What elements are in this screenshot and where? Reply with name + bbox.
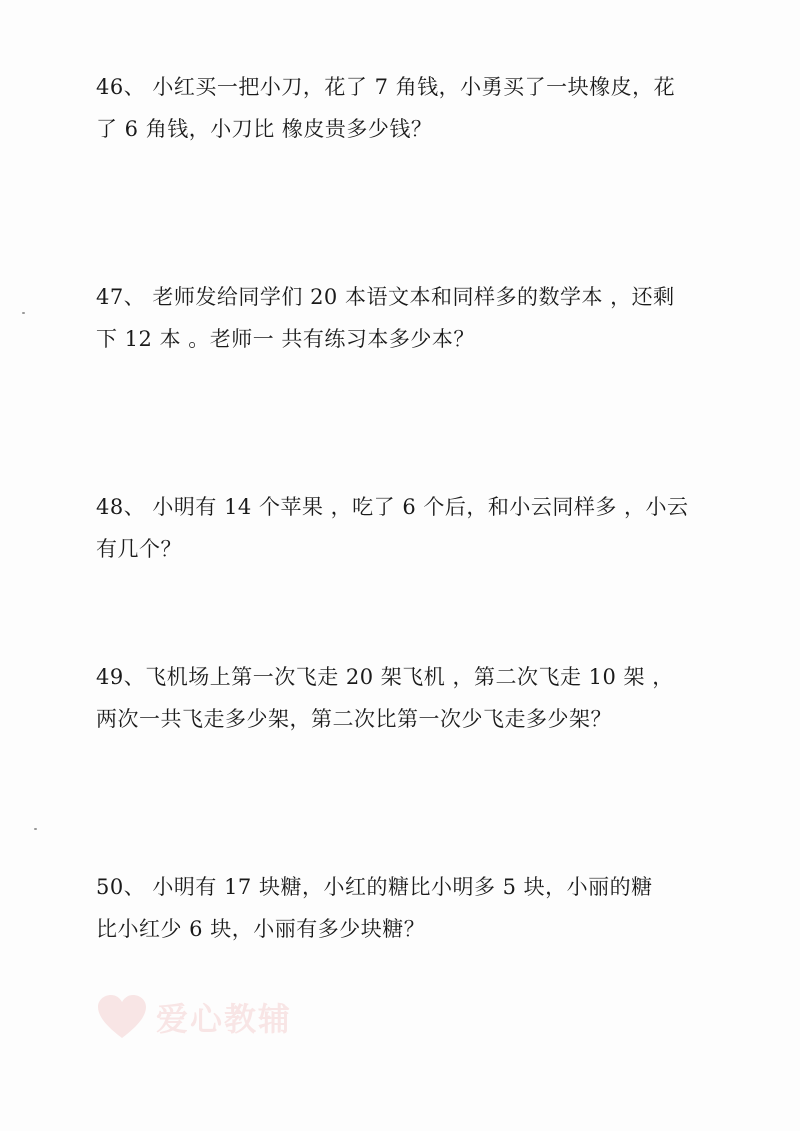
- problem-46-line-2: 了 6 角钱，小刀比 橡皮贵多少钱？: [96, 117, 433, 141]
- heart-icon: [96, 994, 148, 1040]
- scan-speck: [22, 312, 25, 314]
- problem-48: [96, 486, 756, 570]
- scan-speck: [34, 828, 37, 830]
- problem-47-line-2: 下 12 本 。老师一 共有练习本多少本？: [96, 327, 475, 351]
- problem-46: [96, 66, 756, 150]
- watermark: [96, 992, 292, 1042]
- problem-47-line-1: 47、 老师发给同学们 20 本语文本和同样多的数学本 ，还剩: [96, 285, 675, 309]
- problem-49-line-2: 两次一共飞走多少架，第二次比第一次少飞走多少架？: [96, 707, 612, 731]
- problem-50-line-1: 50、 小明有 17 块糖，小红的糖比小明多 5 块，小丽的糖: [96, 875, 653, 899]
- problem-47: [96, 276, 756, 360]
- problem-49-line-1: 49、飞机场上第一次飞走 20 架飞机 ，第二次飞走 10 架 ，: [96, 665, 674, 689]
- problem-48-line-1: 48、 小明有 14 个苹果 ，吃了 6 个后，和小云同样多 ，小云: [96, 495, 689, 519]
- problem-48-line-2: 有几个？: [96, 537, 182, 561]
- problem-49: [96, 656, 756, 740]
- problem-46-line-1: 46、 小红买一把小刀，花了 7 角钱，小勇买了一块橡皮，花: [96, 75, 676, 99]
- watermark-text: 爱心教辅: [156, 1000, 293, 1038]
- problem-50: [96, 866, 756, 950]
- problem-50-line-2: 比小红少 6 块，小丽有多少块糖？: [96, 917, 426, 941]
